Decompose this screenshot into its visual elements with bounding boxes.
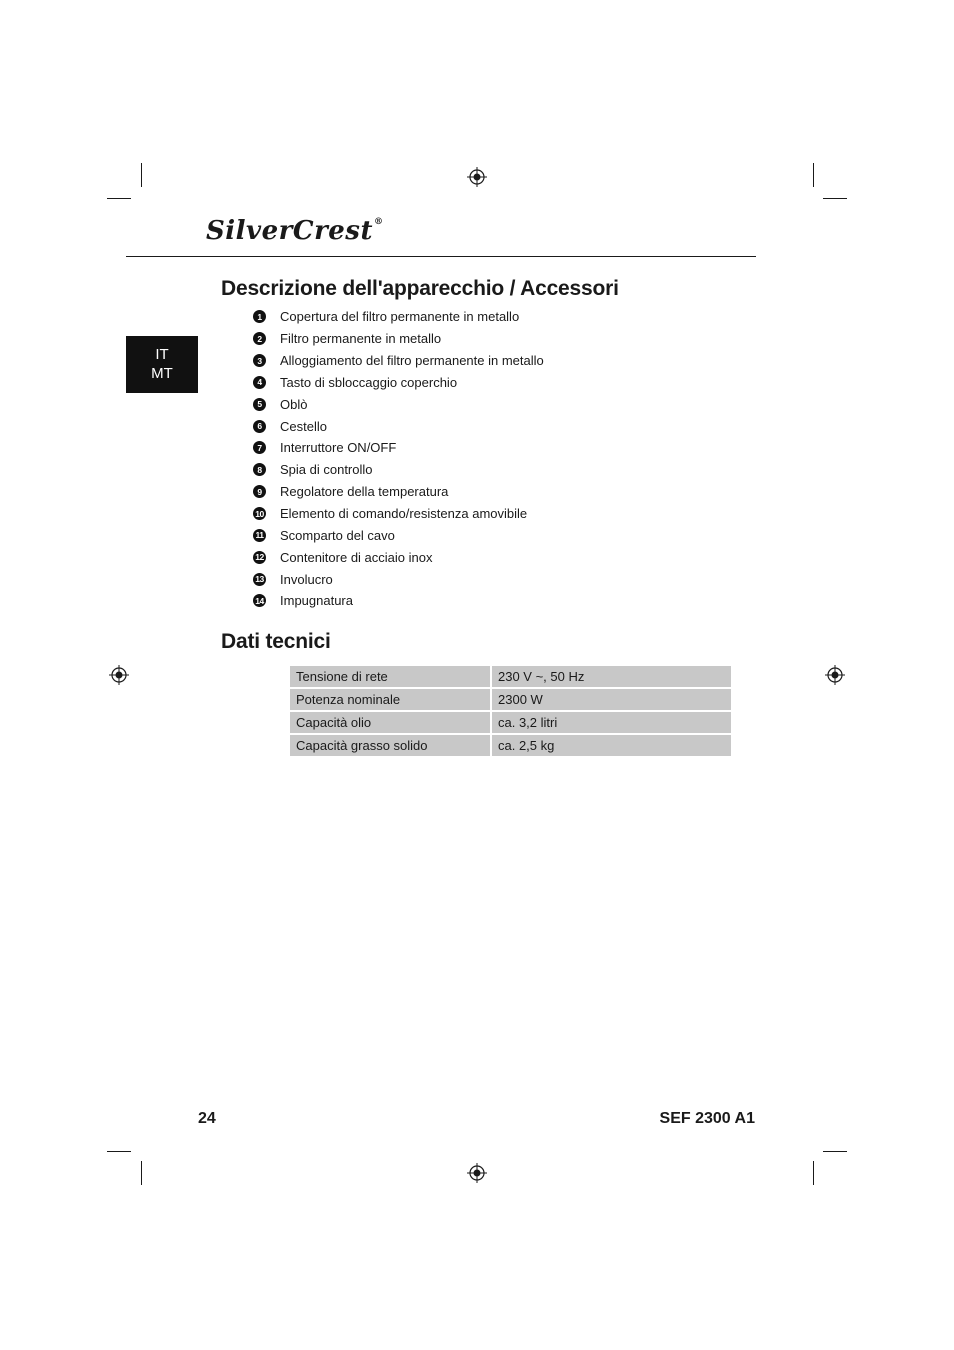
list-item <box>253 503 544 525</box>
table-row <box>290 689 731 710</box>
registered-mark: ® <box>373 217 384 227</box>
table-cell-key: Potenza nominale <box>290 689 492 710</box>
list-item-label: Involucro <box>280 571 333 587</box>
header-divider <box>126 256 756 257</box>
language-code-mt: MT <box>151 365 173 382</box>
number-badge: 6 <box>253 420 266 433</box>
number-badge: 5 <box>253 398 266 411</box>
list-item <box>253 524 544 546</box>
section-title-technical: Dati tecnici <box>221 630 331 653</box>
crop-mark <box>813 1161 814 1185</box>
list-item <box>253 590 544 612</box>
language-code-it: IT <box>155 346 169 363</box>
registration-mark-icon <box>467 167 487 187</box>
section-title-description: Descrizione dell'apparecchio / Accessori <box>221 277 619 300</box>
table-row <box>290 666 731 687</box>
list-item-label: Regolatore della temperatura <box>280 484 449 500</box>
number-badge: 3 <box>253 354 266 367</box>
number-badge: 12 <box>253 551 266 564</box>
list-item-label: Spia di controllo <box>280 462 373 478</box>
list-item <box>253 459 544 481</box>
list-item <box>253 372 544 394</box>
list-item <box>253 415 544 437</box>
crop-mark <box>823 1151 847 1152</box>
table-cell-key: Capacità olio <box>290 712 492 733</box>
number-badge: 1 <box>253 310 266 323</box>
technical-data-table <box>290 664 731 758</box>
number-badge: 11 <box>253 529 266 542</box>
table-row <box>290 712 731 733</box>
number-badge: 4 <box>253 376 266 389</box>
crop-mark <box>107 1151 131 1152</box>
list-item-label: Interruttore ON/OFF <box>280 440 397 456</box>
number-badge: 14 <box>253 594 266 607</box>
brand-logo-text: SilverCrest <box>206 216 373 246</box>
list-item-label: Tasto di sbloccaggio coperchio <box>280 374 458 390</box>
list-item-label: Filtro permanente in metallo <box>280 331 442 347</box>
list-item-label: Oblò <box>280 396 308 412</box>
list-item <box>253 481 544 503</box>
list-item <box>253 306 544 328</box>
number-badge: 10 <box>253 507 266 520</box>
list-item <box>253 568 544 590</box>
model-number: SEF 2300 A1 <box>659 1110 755 1127</box>
parts-list <box>253 306 544 612</box>
crop-mark <box>141 1161 142 1185</box>
number-badge: 13 <box>253 573 266 586</box>
list-item <box>253 350 544 372</box>
registration-mark-icon <box>467 1163 487 1183</box>
brand-logo <box>206 218 383 244</box>
crop-mark <box>107 198 131 199</box>
number-badge: 7 <box>253 441 266 454</box>
table-cell-value: 2300 W <box>492 689 731 710</box>
list-item-label: Elemento di comando/resistenza amovibile <box>280 506 528 522</box>
page-number: 24 <box>198 1110 216 1127</box>
number-badge: 8 <box>253 463 266 476</box>
table-cell-key: Capacità grasso solido <box>290 735 492 756</box>
table-cell-value: ca. 3,2 litri <box>492 712 731 733</box>
registration-mark-icon <box>825 665 845 685</box>
crop-mark <box>141 163 142 187</box>
list-item-label: Scomparto del cavo <box>280 527 395 543</box>
table-cell-value: 230 V ~, 50 Hz <box>492 666 731 687</box>
list-item-label: Alloggiamento del filtro permanente in metallo <box>280 353 544 369</box>
list-item-label: Contenitore di acciaio inox <box>280 549 433 565</box>
registration-mark-icon <box>109 665 129 685</box>
crop-mark <box>813 163 814 187</box>
table-cell-value: ca. 2,5 kg <box>492 735 731 756</box>
table-cell-key: Tensione di rete <box>290 666 492 687</box>
list-item-label: Copertura del filtro permanente in metallo <box>280 309 520 325</box>
list-item-label: Cestello <box>280 418 327 434</box>
language-tab <box>126 336 198 393</box>
list-item <box>253 328 544 350</box>
crop-mark <box>823 198 847 199</box>
list-item-label: Impugnatura <box>280 593 353 609</box>
table-row <box>290 735 731 756</box>
list-item <box>253 393 544 415</box>
number-badge: 2 <box>253 332 266 345</box>
list-item <box>253 437 544 459</box>
list-item <box>253 546 544 568</box>
number-badge: 9 <box>253 485 266 498</box>
